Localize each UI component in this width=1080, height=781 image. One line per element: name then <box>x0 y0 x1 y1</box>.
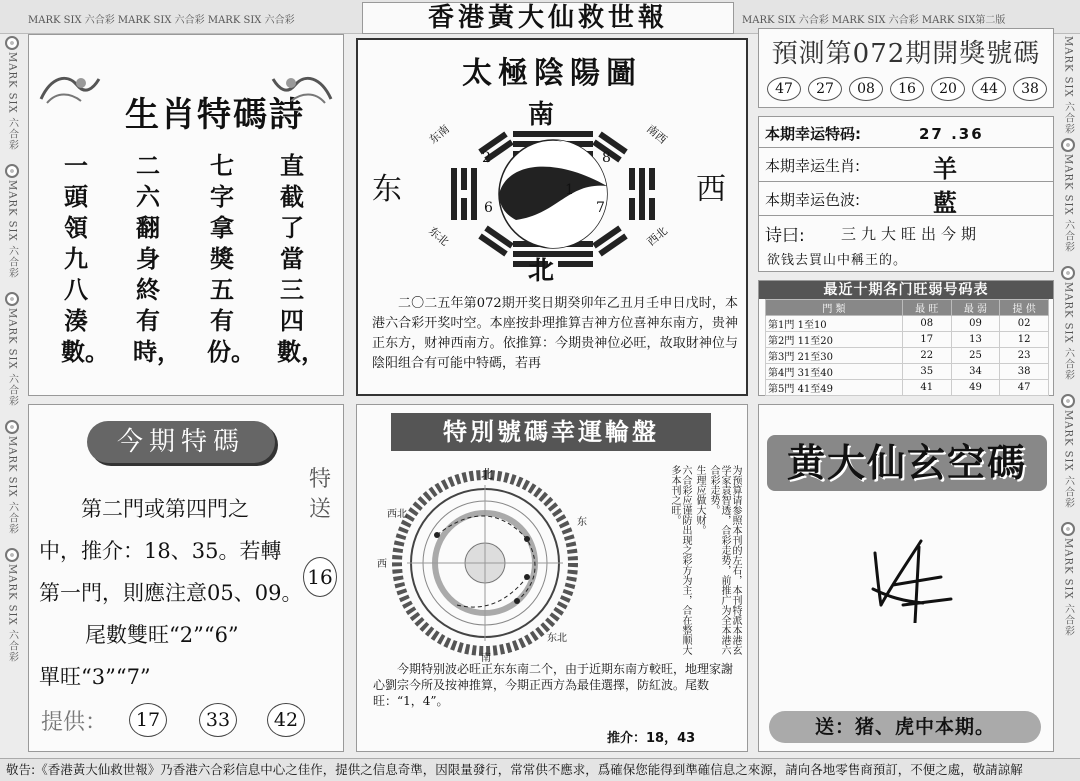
door-cell: 第4門 31至40 <box>766 364 903 380</box>
lucky-color-value: 藍 <box>933 189 957 217</box>
pick-cell: 02 <box>1000 316 1049 332</box>
special-line: 中，推介：18、35。若轉 <box>39 539 282 563</box>
masthead-title: 香港黃大仙救世報 <box>362 2 734 34</box>
door-table-panel <box>758 280 1054 396</box>
table-row <box>766 332 1049 348</box>
bagua-number: 8 <box>602 150 611 166</box>
flower-icon <box>1061 522 1075 536</box>
border-text-right: MARK SIX 六合彩 MARK SIX 六合彩 MARK SIX第二版 <box>742 15 1006 26</box>
door-table-title: 最近十期各门旺弱号码表 <box>759 281 1053 299</box>
wheel-label: 东北 <box>547 633 567 644</box>
cold-cell: 34 <box>951 364 1000 380</box>
table-header: 提 供 <box>1000 300 1049 316</box>
flower-icon <box>5 548 19 562</box>
lucky-info-panel <box>758 116 1054 272</box>
number-ball: 08 <box>849 77 883 101</box>
number-ball: 44 <box>972 77 1006 101</box>
wheel-recommend: 推介：18，43 <box>607 731 696 746</box>
right-border <box>1056 34 1080 754</box>
number-ball: 38 <box>1013 77 1047 101</box>
side-text: MARK SIX 六合彩 <box>1062 282 1074 381</box>
bagua-dir-label: 南西 <box>644 122 670 147</box>
door-cell: 第1門 1至10 <box>766 316 903 332</box>
wheel-description: 今期特别波必旺正东东南二个，由于近期东南方較旺，地理家謝心劉宗今所及按神推算，今期正西方為最佳選擇，防紅波。尾数旺：“1，4”。 <box>373 662 734 708</box>
bagua-dir-label: 东南 <box>426 122 452 147</box>
wheel-label: 东 <box>577 517 587 528</box>
wheel-label: 南 <box>481 653 491 664</box>
wheel-label: 西 <box>377 559 387 570</box>
poem-column: 一頭領九八湊數。 <box>61 152 109 366</box>
door-cell: 第2門 11至20 <box>766 332 903 348</box>
lucky-color-label: 本期幸运色波: <box>765 191 861 209</box>
flower-icon <box>5 36 19 50</box>
divider <box>759 215 1053 216</box>
side-text: MARK SIX 六合彩 <box>1062 538 1074 637</box>
prediction-balls <box>767 77 1047 101</box>
side-text: MARK SIX 六合彩 <box>6 180 18 279</box>
pick-cell: 47 <box>1000 380 1049 396</box>
flower-icon <box>1061 138 1075 152</box>
special-code-title: 今期特碼 <box>87 421 275 463</box>
provide-label: 提供： <box>41 710 108 735</box>
bagua-number: 1 <box>565 182 574 198</box>
number-ball: 20 <box>931 77 965 101</box>
special-line: 第二門或第四門之 <box>81 497 249 521</box>
poem-title: 生肖特碼詩 <box>125 95 305 135</box>
number-ball: 27 <box>808 77 842 101</box>
lucky-wheel-panel <box>356 404 748 752</box>
wheel-label: 西北 <box>387 509 407 520</box>
table-row <box>766 380 1049 396</box>
hot-cell: 17 <box>902 332 951 348</box>
side-text: MARK SIX 六合彩 <box>6 52 18 151</box>
wheel-vertical-text <box>601 465 741 661</box>
poem-column: 二六翻身終有時， <box>133 152 181 366</box>
wheel-vertical-column: 生理应做大财。 <box>694 465 705 535</box>
pick-cell: 12 <box>1000 332 1049 348</box>
table-header-row <box>766 300 1049 316</box>
provide-number: 33 <box>199 703 237 737</box>
table-header: 最 弱 <box>951 300 1000 316</box>
bagua-dir-label: 西北 <box>644 224 670 249</box>
left-border <box>0 34 24 754</box>
flower-icon <box>5 420 19 434</box>
side-text: MARK SIX 六合彩 <box>6 436 18 535</box>
side-text: MARK SIX 六合彩 <box>1062 154 1074 253</box>
xuankong-panel <box>758 404 1054 752</box>
hot-cell: 41 <box>902 380 951 396</box>
taiji-panel <box>356 38 748 396</box>
table-header: 門 類 <box>766 300 903 316</box>
bagua-dir-label: 东北 <box>426 224 452 249</box>
te-song-label: 特送 <box>308 467 331 522</box>
direction-north: 北 <box>528 256 555 286</box>
poem-column: 直截了當三四數， <box>277 152 325 366</box>
te-song-number: 16 <box>303 557 337 597</box>
pick-cell: 23 <box>1000 348 1049 364</box>
flower-icon <box>1061 266 1075 280</box>
bagua-number: 6 <box>484 200 493 216</box>
side-text: MARK SIX 六合彩 <box>1062 36 1074 135</box>
side-text: MARK SIX 六合彩 <box>6 564 18 663</box>
wheel-vertical-column: 六合彩应谨防出现之彩方为主，合在整顺大多本刊之旺。 <box>669 465 691 655</box>
border-text-left: MARK SIX 六合彩 MARK SIX 六合彩 MARK SIX 六合彩 <box>28 15 295 26</box>
lucky-zodiac-value: 羊 <box>933 155 957 183</box>
flower-icon <box>5 164 19 178</box>
direction-east: 东 <box>372 172 402 207</box>
lucky-poem-label: 诗曰: <box>765 226 805 246</box>
prediction-title: 預測第072期開獎號碼 <box>771 39 1041 69</box>
provide-number: 42 <box>267 703 305 737</box>
hot-cell: 35 <box>902 364 951 380</box>
table-row <box>766 316 1049 332</box>
bagua-number: 2 <box>482 150 491 166</box>
handwritten-signature <box>863 533 955 623</box>
pick-cell: 38 <box>1000 364 1049 380</box>
prediction-panel <box>758 28 1054 108</box>
lucky-code-label: 本期幸运特码: <box>765 125 861 143</box>
lucky-zodiac-label: 本期幸运生肖: <box>765 157 861 175</box>
taiji-description: 二〇二五年第072期开奖日期癸卯年乙丑月壬申日戊时，本港六合彩开奖吋空。本座按卦理推算吉神方位喜神东南方，贵神正东方，财神西南方。依推算：今期贵神位必旺，故取財神位与陰阳组合有可能中特碼，若再 <box>372 296 738 371</box>
direction-west: 西 <box>696 172 726 207</box>
divider <box>759 147 1053 148</box>
xuankong-bottom: 送：猪、虎中本期。 <box>769 711 1041 743</box>
table-header: 最 旺 <box>902 300 951 316</box>
cold-cell: 13 <box>951 332 1000 348</box>
special-line: 第一門，則應注意05、09。 <box>39 581 303 605</box>
lucky-poem-line: 三九大旺出今期 <box>841 225 982 243</box>
dragon-icon <box>269 69 335 113</box>
poem-column: 七字拿獎五有份。 <box>207 152 255 366</box>
number-ball: 16 <box>890 77 924 101</box>
xuankong-title: 黄大仙玄空碼 <box>767 435 1047 491</box>
special-line: 單旺“3”“7” <box>39 665 151 689</box>
flower-icon <box>1061 394 1075 408</box>
door-table <box>765 299 1049 396</box>
taiji-title: 太極陰陽圖 <box>462 56 642 91</box>
lucky-poem-line: 欲钱去買山中稱王的。 <box>767 253 908 268</box>
footer-notice: 敬告:《香港黃大仙救世報》乃香港六合彩信息中心之佳作，提供之信息奇準，因限量發行，常常供不應求，爲確保您能得到準確信息之來源，請向各地零售商預訂，不便之處，敬請諒解 <box>0 758 1080 781</box>
side-text: MARK SIX 六合彩 <box>1062 410 1074 509</box>
direction-south: 南 <box>528 100 555 130</box>
table-row <box>766 348 1049 364</box>
flower-icon <box>5 292 19 306</box>
door-cell: 第3門 21至30 <box>766 348 903 364</box>
special-code-panel <box>28 404 344 752</box>
cold-cell: 49 <box>951 380 1000 396</box>
bagua-number: 7 <box>596 200 605 216</box>
hot-cell: 22 <box>902 348 951 364</box>
special-line: 尾數雙旺“2”“6” <box>85 623 239 647</box>
side-text: MARK SIX 六合彩 <box>6 308 18 407</box>
number-ball: 47 <box>767 77 801 101</box>
door-cell: 第5門 41至49 <box>766 380 903 396</box>
zodiac-poem-panel <box>28 34 344 396</box>
table-row <box>766 364 1049 380</box>
cold-cell: 25 <box>951 348 1000 364</box>
lucky-code-value: 27 .36 <box>919 125 984 143</box>
provide-number: 17 <box>129 703 167 737</box>
dragon-icon <box>37 69 103 113</box>
wheel-vertical-column: 为预算请参照本刊的左右，本刊特派本港玄学家袁智透，合彩走势，前推广为全本港六合彩走势。 <box>708 465 741 655</box>
hot-cell: 08 <box>902 316 951 332</box>
wheel-label: 北 <box>481 467 494 481</box>
cold-cell: 09 <box>951 316 1000 332</box>
divider <box>759 181 1053 182</box>
lucky-wheel-title: 特別號碼幸運輪盤 <box>391 413 711 451</box>
